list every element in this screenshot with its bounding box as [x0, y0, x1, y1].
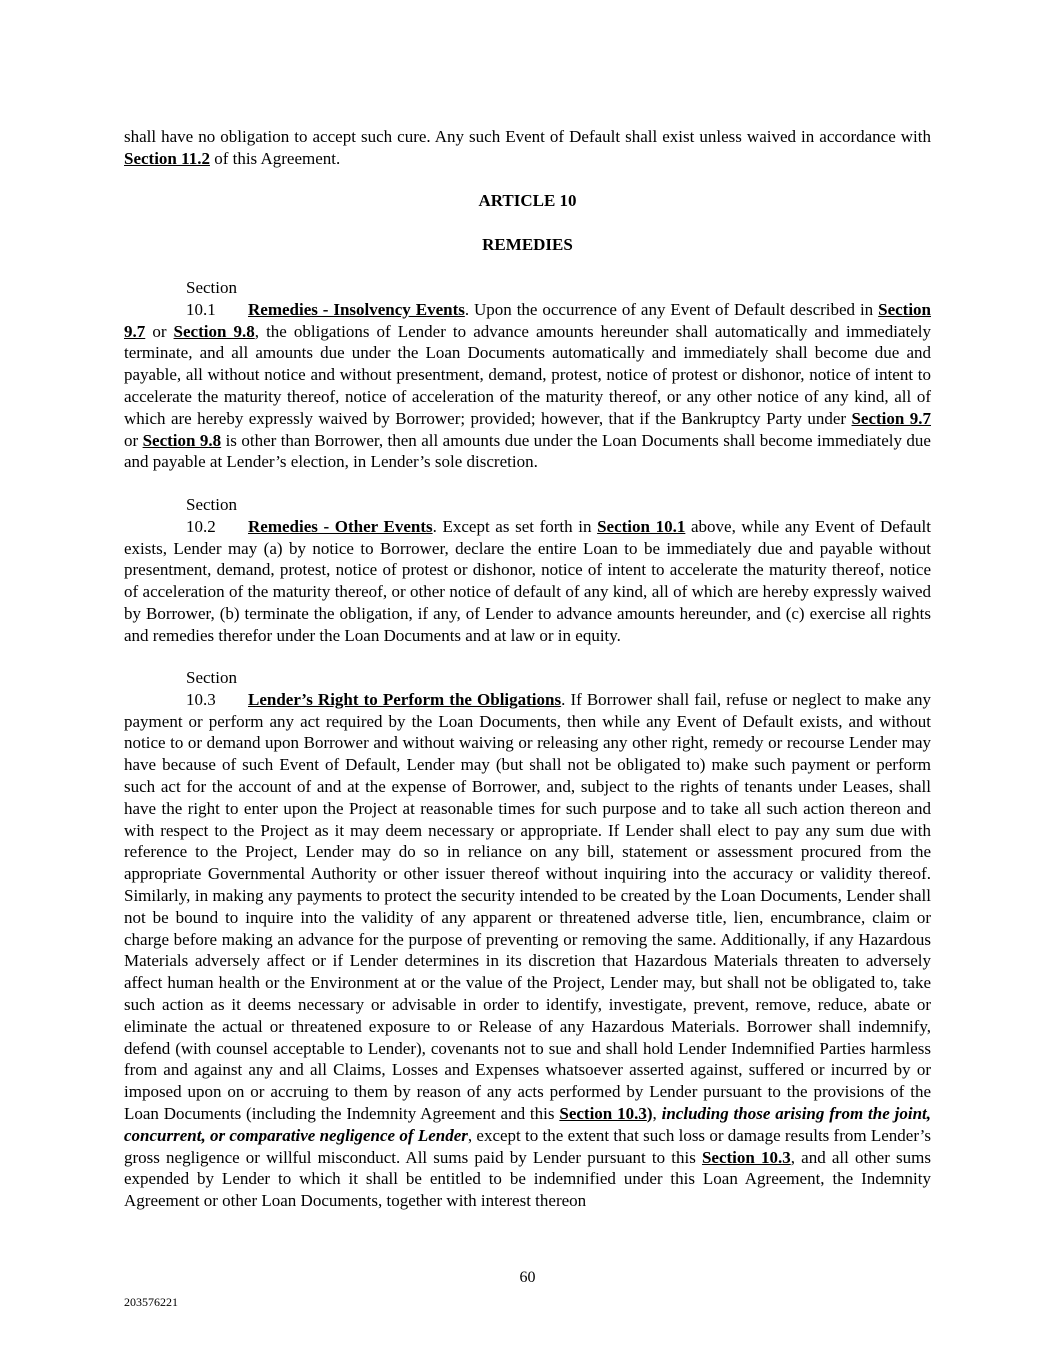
text-run: )	[646, 1103, 653, 1123]
section-reference: Section 10.1	[597, 516, 686, 536]
text-run: , and all other sums expended by Lender to which it shall be entitled to be indemnified under this Loan Agreement, the Indemnity Agreement or other Loan Documents, together with interest thereon	[124, 1147, 931, 1211]
text-run: . If Borrower shall fail, refuse or neglect to make any payment or perform any act required by the Loan Documents, then while any Event of Default exists, and without notice to or demand upon Borrower and without waiving or releasing any other right, remedy or recourse Lender may have because of such Event of Default, Lender may (but shall not be obligated to) make such payment or perform such act for the account of and at the expense of Borrower, and, subject to the rights of tenants under Leases, shall have the right to enter upon the Project at reasonable times for such purpose and to take all such action thereon and with respect to the Project as it may deem necessary or appropriate. If Lender shall elect to pay any sum due with reference to the Project, Lender may do so in reliance on any bill, statement or assessment procured from the appropriate Governmental Authority or other issuer thereof without inquiring into the accuracy or validity thereof. Similarly, in making any payments to protect the security intended to be created by the Loan Documents, Lender shall not be bound to inquire into the validity of any apparent or threatened adverse title, lien, encumbrance, claim or charge before making an advance for the purpose of preventing or removing the same. Additionally, if any Hazardous Materials adversely affect or if Lender determines in its discretion that Hazardous Materials threaten to adversely affect human health or the Environment at or the value of the Project, Lender may, but shall not be obligated to, take such action as it deems necessary or advisable in order to identify, investigate, prevent, remove, reduce, abate or eliminate the actual or threatened exposure to or Release of any Hazardous Materials. Borrower shall indemnify, defend (with counsel acceptable to Lender), covenants not to sue and shall hold Lender Indemnified Parties harmless from and against any and all Claims, Losses and Expenses whatsoever asserted against, suffered or incurred by or imposed upon on or accruing to them by reason of any acts performed by Lender pursuant to the provisions of the Loan Documents (including the Indemnity Agreement and this	[124, 689, 931, 1123]
section-reference: Section 10.3	[701, 1147, 791, 1167]
section-10-2	[124, 494, 931, 647]
page-number: 60	[519, 1269, 536, 1286]
section-number: Section 10.2	[186, 495, 237, 536]
text-run: ,	[652, 1103, 662, 1123]
text-run: or	[124, 430, 143, 450]
section-reference: Section 10.3	[559, 1103, 647, 1123]
text-run: above, while any Event of Default exists, Lender may (a) by notice to Borrower, declare the entire Loan to be immediately due and payable without presentment, demand, protest, notice of protest or dishonor, notice of intent to accelerate the maturity thereof, notice of acceleration of the maturity thereof, or other notice of default of any kind, all of which are hereby expressly waived by Borrower, (b) terminate the obligation, if any, of Lender to advance amounts hereunder, and (c) exercise all rights and remedies therefor under the Loan Documents and at law or in equity.	[124, 516, 932, 645]
text-run: , the obligations of Lender to advance amounts hereunder shall automatically and immediately terminate, and all amounts due under the Loan Documents automatically and immediately shall become due and payable, all without notice and without presentment, demand, protest, notice of protest or dishonor, notice of intent to accelerate the maturity thereof, notice of acceleration of the maturity thereof, or any other notice of any kind, all of which are hereby expressly waived by Borrower; provided; however, that if the Bankruptcy Party under	[124, 321, 931, 428]
text-run: of this Agreement.	[209, 148, 341, 168]
section-reference: Section 11.2	[124, 148, 210, 168]
section-reference: Section 9.7	[124, 299, 931, 341]
section-reference: Section 9.8	[173, 321, 255, 341]
section-number: Section 10.1	[186, 278, 237, 319]
document-id: 203576221	[124, 1295, 178, 1309]
text-run: . Upon the occurrence of any Event of Default described in	[464, 299, 879, 319]
text-run: . Except as set forth in	[432, 516, 598, 536]
article-number: ARTICLE 10	[478, 191, 577, 210]
section-reference: Section 9.7	[851, 408, 931, 428]
section-number: Section 10.3	[186, 668, 237, 709]
section-heading: Remedies - Other Events	[248, 516, 433, 536]
intro-paragraph	[124, 126, 931, 170]
section-10-1	[124, 277, 931, 473]
article-title: REMEDIES	[482, 235, 573, 254]
text-run: or	[145, 321, 174, 341]
text-run: is other than Borrower, then all amounts due under the Loan Documents shall become immediately due and payable at Lender’s election, in Lender’s sole discretion.	[124, 430, 931, 472]
section-heading: Lender’s Right to Perform the Obligations	[248, 689, 562, 709]
section-heading: Remedies - Insolvency Events	[248, 299, 465, 319]
section-10-3	[124, 667, 931, 1212]
text-run: , except to the extent that such loss or damage results from Lender’s gross negligence or willful misconduct. All sums paid by Lender pursuant to this	[124, 1125, 931, 1167]
text-run: shall have no obligation to accept such cure. Any such Event of Default shall exist unless waived in accordance with	[124, 127, 931, 146]
section-reference: Section 9.8	[142, 430, 222, 450]
emphasized-clause: including those arising from the joint, concurrent, or comparative negligence of Lender	[124, 1103, 932, 1145]
